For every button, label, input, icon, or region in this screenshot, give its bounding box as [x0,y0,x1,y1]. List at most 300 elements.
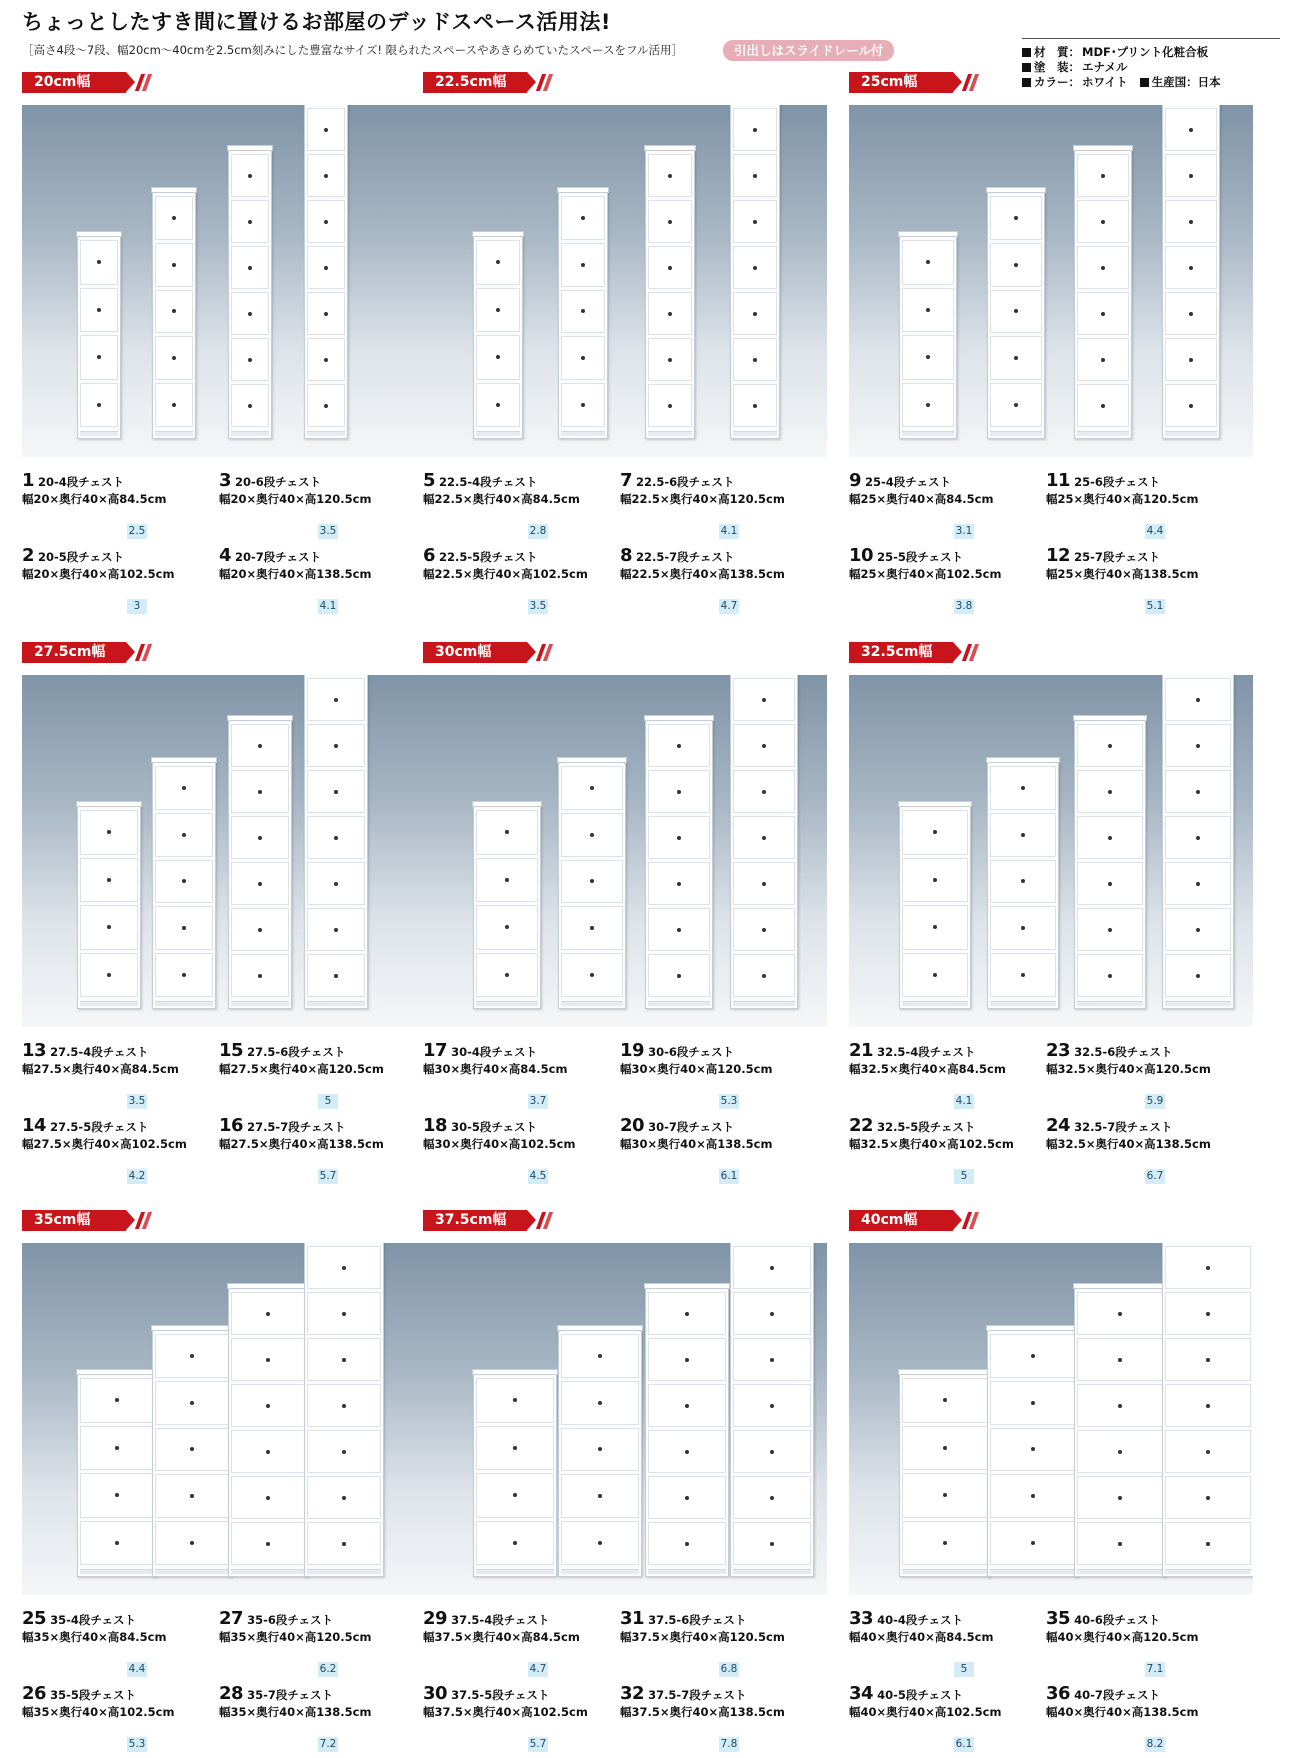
drawer-knob-icon [770,1404,774,1408]
drawer-knob-icon [1108,928,1112,932]
product-number: 9 [849,470,862,491]
product-item-header [219,1608,371,1629]
chest-plinth [80,431,118,436]
drawer-knob-icon [668,220,672,224]
product-name: 35-5段チェスト [50,1688,136,1702]
product-item [1046,1683,1198,1720]
product-weight-badge: 7.1 [1146,1663,1164,1675]
product-dimensions: 幅27.5×奥行40×高102.5cm [22,1137,187,1151]
drawer-knob-icon [1196,836,1200,840]
product-photo [849,105,1253,457]
chest-drawer [561,1521,639,1565]
product-item-header [620,1115,772,1136]
product-item [849,1040,1006,1077]
product-number: 36 [1046,1683,1071,1704]
chest-drawer [476,383,520,428]
drawer-knob-icon [753,266,757,270]
chest-drawer [902,905,968,950]
chest-drawer [155,290,193,334]
product-number: 5 [423,470,436,491]
product-photo [22,105,426,457]
drawer-knob-icon [1014,263,1018,267]
drawer-knob-icon [258,744,262,748]
chest-drawer [1077,862,1143,905]
chest-drawer [307,292,345,335]
chest-drawer [307,246,345,289]
drawer-knob-icon [266,1496,270,1500]
product-name: 25-5段チェスト [877,550,963,564]
chest-drawer [648,338,692,381]
spec-finish-value: エナメル [1082,60,1128,74]
drawer-knob-icon [685,1450,689,1454]
product-number: 4 [219,545,232,566]
chest-drawer [231,1292,305,1335]
chest-plinth [648,1569,726,1574]
drawer-knob-icon [258,790,262,794]
drawer-knob-icon [334,744,338,748]
width-tag-label: 27.5cm幅 [22,642,126,663]
drawer-knob-icon [685,1542,689,1546]
chest-drawer [476,1521,554,1566]
product-item-header [849,1115,1014,1136]
chest-drawer [307,1430,381,1473]
product-item-header [22,470,166,491]
chest-drawer [307,1338,381,1381]
chest-drawer [1165,338,1217,381]
chest-drawer [307,862,365,905]
product-item [849,1683,1001,1720]
chest-drawer [155,860,213,904]
product-item [620,1040,772,1077]
product-item [1046,470,1198,507]
chest-image [899,805,971,1009]
chest-drawer [648,384,692,427]
product-number: 34 [849,1683,874,1704]
product-item-header [849,1040,1006,1061]
chest-image [1074,719,1146,1009]
drawer-knob-icon [1031,1354,1035,1358]
drawer-knob-icon [496,355,500,359]
product-number: 26 [22,1683,47,1704]
chest-drawer [307,678,365,721]
product-dimensions: 幅32.5×奥行40×高102.5cm [849,1137,1014,1151]
product-weight-badge: 4.4 [1146,525,1164,537]
chest-drawer [733,1338,811,1381]
product-number: 20 [620,1115,645,1136]
product-weight-badge: 5.7 [529,1738,547,1750]
chest-drawer [155,1334,229,1378]
chest-drawer [733,384,777,427]
chest-plinth [733,1001,795,1006]
product-photo [22,675,426,1027]
chest-drawer [561,1381,639,1425]
product-dimensions: 幅25×奥行40×高120.5cm [1046,492,1199,506]
drawer-knob-icon [590,973,594,977]
drawer-knob-icon [1196,698,1200,702]
product-item [219,1683,371,1720]
drawer-knob-icon [97,260,101,264]
chest-drawer [1165,1384,1251,1427]
drawer-knob-icon [342,1312,346,1316]
drawer-knob-icon [324,174,328,178]
chest-top-board [76,801,142,807]
chest-drawer [307,1476,381,1519]
product-item [423,1115,575,1152]
chest-drawer [990,383,1042,427]
product-dimensions: 幅32.5×奥行40×高138.5cm [1046,1137,1211,1151]
product-weight-badge: 3.7 [529,1095,547,1107]
drawer-knob-icon [1108,744,1112,748]
chest-drawer [155,766,213,810]
width-tag-label: 40cm幅 [849,1210,953,1231]
width-section [423,642,827,1202]
chest-drawer [80,858,138,903]
drawer-knob-icon [677,790,681,794]
tag-arrow-icon [527,1210,536,1230]
chest-drawer [990,1428,1076,1472]
chest-drawer [1165,1430,1251,1473]
product-name: 40-7段チェスト [1074,1688,1160,1702]
chest-drawer [733,1292,811,1335]
product-number: 30 [423,1683,448,1704]
drawer-knob-icon [324,404,328,408]
chest-top-board [151,1325,233,1331]
chest-drawer [231,1338,305,1381]
drawer-knob-icon [1206,1542,1210,1546]
chest-drawer [733,200,777,243]
drawer-knob-icon [770,1542,774,1546]
product-name: 35-4段チェスト [50,1613,136,1627]
chest-image [1162,105,1220,439]
product-item-header [1046,1683,1198,1704]
chest-drawer [231,1430,305,1473]
tag-arrow-icon [953,72,962,92]
chest-plinth [1077,1569,1163,1574]
chest-drawer [476,335,520,380]
chest-drawer [561,243,605,287]
drawer-knob-icon [1196,790,1200,794]
product-item [22,1040,179,1077]
drawer-knob-icon [933,878,937,882]
product-dimensions: 幅37.5×奥行40×高120.5cm [620,1630,785,1644]
product-dimensions: 幅30×奥行40×高102.5cm [423,1137,576,1151]
drawer-knob-icon [1189,128,1193,132]
chest-drawer [231,724,289,767]
chest-drawer [476,953,538,998]
drawer-knob-icon [753,404,757,408]
width-section [423,72,827,632]
drawer-knob-icon [1196,744,1200,748]
drawer-knob-icon [1101,174,1105,178]
product-item-header [1046,1115,1211,1136]
chest-image [473,1373,557,1577]
drawer-knob-icon [770,1266,774,1270]
chest-drawer [155,243,193,287]
product-weight-badge: 3.1 [955,525,973,537]
chest-image [152,761,216,1009]
drawer-knob-icon [496,308,500,312]
chest-drawer [648,862,710,905]
chest-plinth [561,1001,623,1006]
chest-drawer [1077,384,1129,427]
product-number: 1 [22,470,35,491]
chest-plinth [1165,1569,1251,1574]
drawer-knob-icon [266,1542,270,1546]
chest-drawer [1165,724,1231,767]
product-item-header [1046,470,1198,491]
product-weight-badge: 5.3 [720,1095,738,1107]
drawer-knob-icon [334,928,338,932]
chest-drawer [231,246,269,289]
drawer-knob-icon [677,882,681,886]
chest-drawer [1077,338,1129,381]
chest-image [1162,1243,1253,1577]
product-item-header [219,545,371,566]
chest-drawer [1077,954,1143,997]
product-weight-badge: 3.8 [955,600,973,612]
product-number: 35 [1046,1608,1071,1629]
drawer-knob-icon [342,1358,346,1362]
chest-drawer [1165,200,1217,243]
chest-drawer [1077,1522,1163,1565]
product-number: 22 [849,1115,874,1136]
product-name: 22.5-4段チェスト [439,475,538,489]
drawer-knob-icon [1196,928,1200,932]
product-dimensions: 幅35×奥行40×高102.5cm [22,1705,175,1719]
drawer-knob-icon [598,1541,602,1545]
chest-image [730,105,780,439]
drawer-knob-icon [753,128,757,132]
chest-drawer [231,384,269,427]
chest-drawer [648,1430,726,1473]
drawer-knob-icon [1118,1312,1122,1316]
page-title: ちょっとしたすき間に置けるお部屋のデッドスペース活用法! [22,10,611,34]
product-name: 27.5-7段チェスト [247,1120,346,1134]
chest-drawer [990,290,1042,334]
drawer-knob-icon [762,882,766,886]
chest-drawer [1077,724,1143,767]
drawer-knob-icon [1189,266,1193,270]
chest-image [899,235,957,439]
drawer-knob-icon [258,974,262,978]
drawer-knob-icon [598,1401,602,1405]
product-weight-badge: 4.2 [128,1170,146,1182]
product-item [1046,1608,1198,1645]
chest-drawer [231,1476,305,1519]
product-item-header [1046,545,1198,566]
product-name: 35-7段チェスト [247,1688,333,1702]
chest-drawer [902,240,954,285]
drawer-knob-icon [182,879,186,883]
tag-arrow-icon [527,72,536,92]
chest-plinth [155,431,193,436]
drawer-knob-icon [753,174,757,178]
product-number: 31 [620,1608,645,1629]
drawer-knob-icon [324,358,328,362]
drawer-knob-icon [324,128,328,132]
chest-drawer [733,1522,811,1565]
chest-top-board [644,145,696,151]
product-item-header [849,545,1001,566]
drawer-knob-icon [258,882,262,886]
chest-drawer [990,1474,1076,1518]
drawer-knob-icon [1101,404,1105,408]
drawer-knob-icon [598,1494,602,1498]
chest-drawer [231,954,289,997]
product-weight-badge: 5.1 [1146,600,1164,612]
chest-drawer [1077,246,1129,289]
drawer-knob-icon [1101,312,1105,316]
product-number: 14 [22,1115,47,1136]
product-weight-badge: 3.5 [319,525,337,537]
chest-drawer [1077,1476,1163,1519]
chest-top-board [472,231,524,237]
product-name: 37.5-5段チェスト [451,1688,550,1702]
drawer-knob-icon [590,833,594,837]
bullet-square-icon [1022,48,1031,57]
chest-plinth [155,1569,229,1574]
drawer-knob-icon [115,1541,119,1545]
drawer-knob-icon [107,830,111,834]
product-weight-badge: 4.1 [955,1095,973,1107]
drawer-knob-icon [1206,1404,1210,1408]
product-dimensions: 幅25×奥行40×高102.5cm [849,567,1002,581]
chest-drawer [307,108,345,151]
chest-drawer [231,770,289,813]
product-item-header [423,470,580,491]
product-dimensions: 幅22.5×奥行40×高84.5cm [423,492,580,506]
chest-drawer [902,1426,988,1471]
drawer-knob-icon [97,403,101,407]
chest-drawer [733,338,777,381]
drawer-knob-icon [258,836,262,840]
chest-image [645,1287,729,1577]
tag-arrow-icon [126,1210,135,1230]
product-number: 16 [219,1115,244,1136]
drawer-knob-icon [677,928,681,932]
drawer-knob-icon [668,174,672,178]
drawer-knob-icon [1118,1496,1122,1500]
product-photo [22,1243,426,1595]
drawer-knob-icon [933,973,937,977]
chest-image [645,719,713,1009]
chest-drawer [561,860,623,904]
chest-drawer [990,860,1056,904]
chest-drawer [80,1521,154,1566]
chest-image [228,1287,308,1577]
drawer-knob-icon [1014,403,1018,407]
chest-image [228,149,272,439]
width-section [423,1210,827,1758]
chest-plinth [902,431,954,436]
chest-drawer [561,813,623,857]
product-number: 18 [423,1115,448,1136]
chest-drawer [307,908,365,951]
drawer-knob-icon [1118,1542,1122,1546]
product-item-header [22,1040,179,1061]
chest-drawer [733,862,795,905]
drawer-knob-icon [581,356,585,360]
chest-top-board [898,801,972,807]
chest-drawer [990,243,1042,287]
chest-top-board [227,715,293,721]
chest-drawer [561,290,605,334]
drawer-knob-icon [342,1496,346,1500]
chest-drawer [307,338,345,381]
product-number: 15 [219,1040,244,1061]
drawer-knob-icon [248,312,252,316]
product-number: 29 [423,1608,448,1629]
chest-drawer [733,292,777,335]
chest-drawer [733,1476,811,1519]
drawer-knob-icon [762,928,766,932]
chest-drawer [1165,908,1231,951]
chest-plinth [1077,1001,1143,1006]
product-weight-badge: 6.8 [720,1663,738,1675]
chest-drawer [1077,1430,1163,1473]
chest-image [730,675,798,1009]
product-number: 21 [849,1040,874,1061]
chest-drawer [1077,1292,1163,1335]
drawer-knob-icon [1108,974,1112,978]
chest-plinth [307,431,345,436]
chest-top-board [557,1325,643,1331]
chest-top-board [644,715,714,721]
chest-image [304,675,368,1009]
drawer-knob-icon [334,698,338,702]
chest-drawer [990,1521,1076,1565]
drawer-knob-icon [342,1404,346,1408]
drawer-knob-icon [1101,266,1105,270]
drawer-knob-icon [324,312,328,316]
drawer-knob-icon [685,1358,689,1362]
product-number: 10 [849,545,874,566]
product-dimensions: 幅20×奥行40×高138.5cm [219,567,372,581]
chest-drawer [80,288,118,333]
chest-plinth [561,431,605,436]
product-photo [849,1243,1253,1595]
drawer-knob-icon [1189,404,1193,408]
chest-drawer [902,858,968,903]
chest-drawer [990,196,1042,240]
drawer-knob-icon [172,263,176,267]
product-weight-badge: 5.9 [1146,1095,1164,1107]
product-dimensions: 幅30×奥行40×高138.5cm [620,1137,773,1151]
drawer-knob-icon [190,1354,194,1358]
chest-drawer [307,200,345,243]
drawer-knob-icon [190,1541,194,1545]
drawer-knob-icon [581,403,585,407]
chest-drawer [561,1334,639,1378]
drawer-knob-icon [334,790,338,794]
product-name: 25-7段チェスト [1074,550,1160,564]
drawer-knob-icon [505,925,509,929]
product-dimensions: 幅22.5×奥行40×高138.5cm [620,567,785,581]
chest-plinth [1165,1001,1231,1006]
product-dimensions: 幅25×奥行40×高138.5cm [1046,567,1199,581]
chest-drawer [990,906,1056,950]
chest-drawer [80,905,138,950]
product-item-header [620,470,785,491]
drawer-knob-icon [677,836,681,840]
width-tag-label: 20cm幅 [22,72,126,93]
chest-top-board [898,1369,992,1375]
chest-drawer [1077,908,1143,951]
drawer-knob-icon [1189,358,1193,362]
chest-drawer [307,1246,381,1289]
chest-drawer [1165,816,1231,859]
chest-image [987,761,1059,1009]
